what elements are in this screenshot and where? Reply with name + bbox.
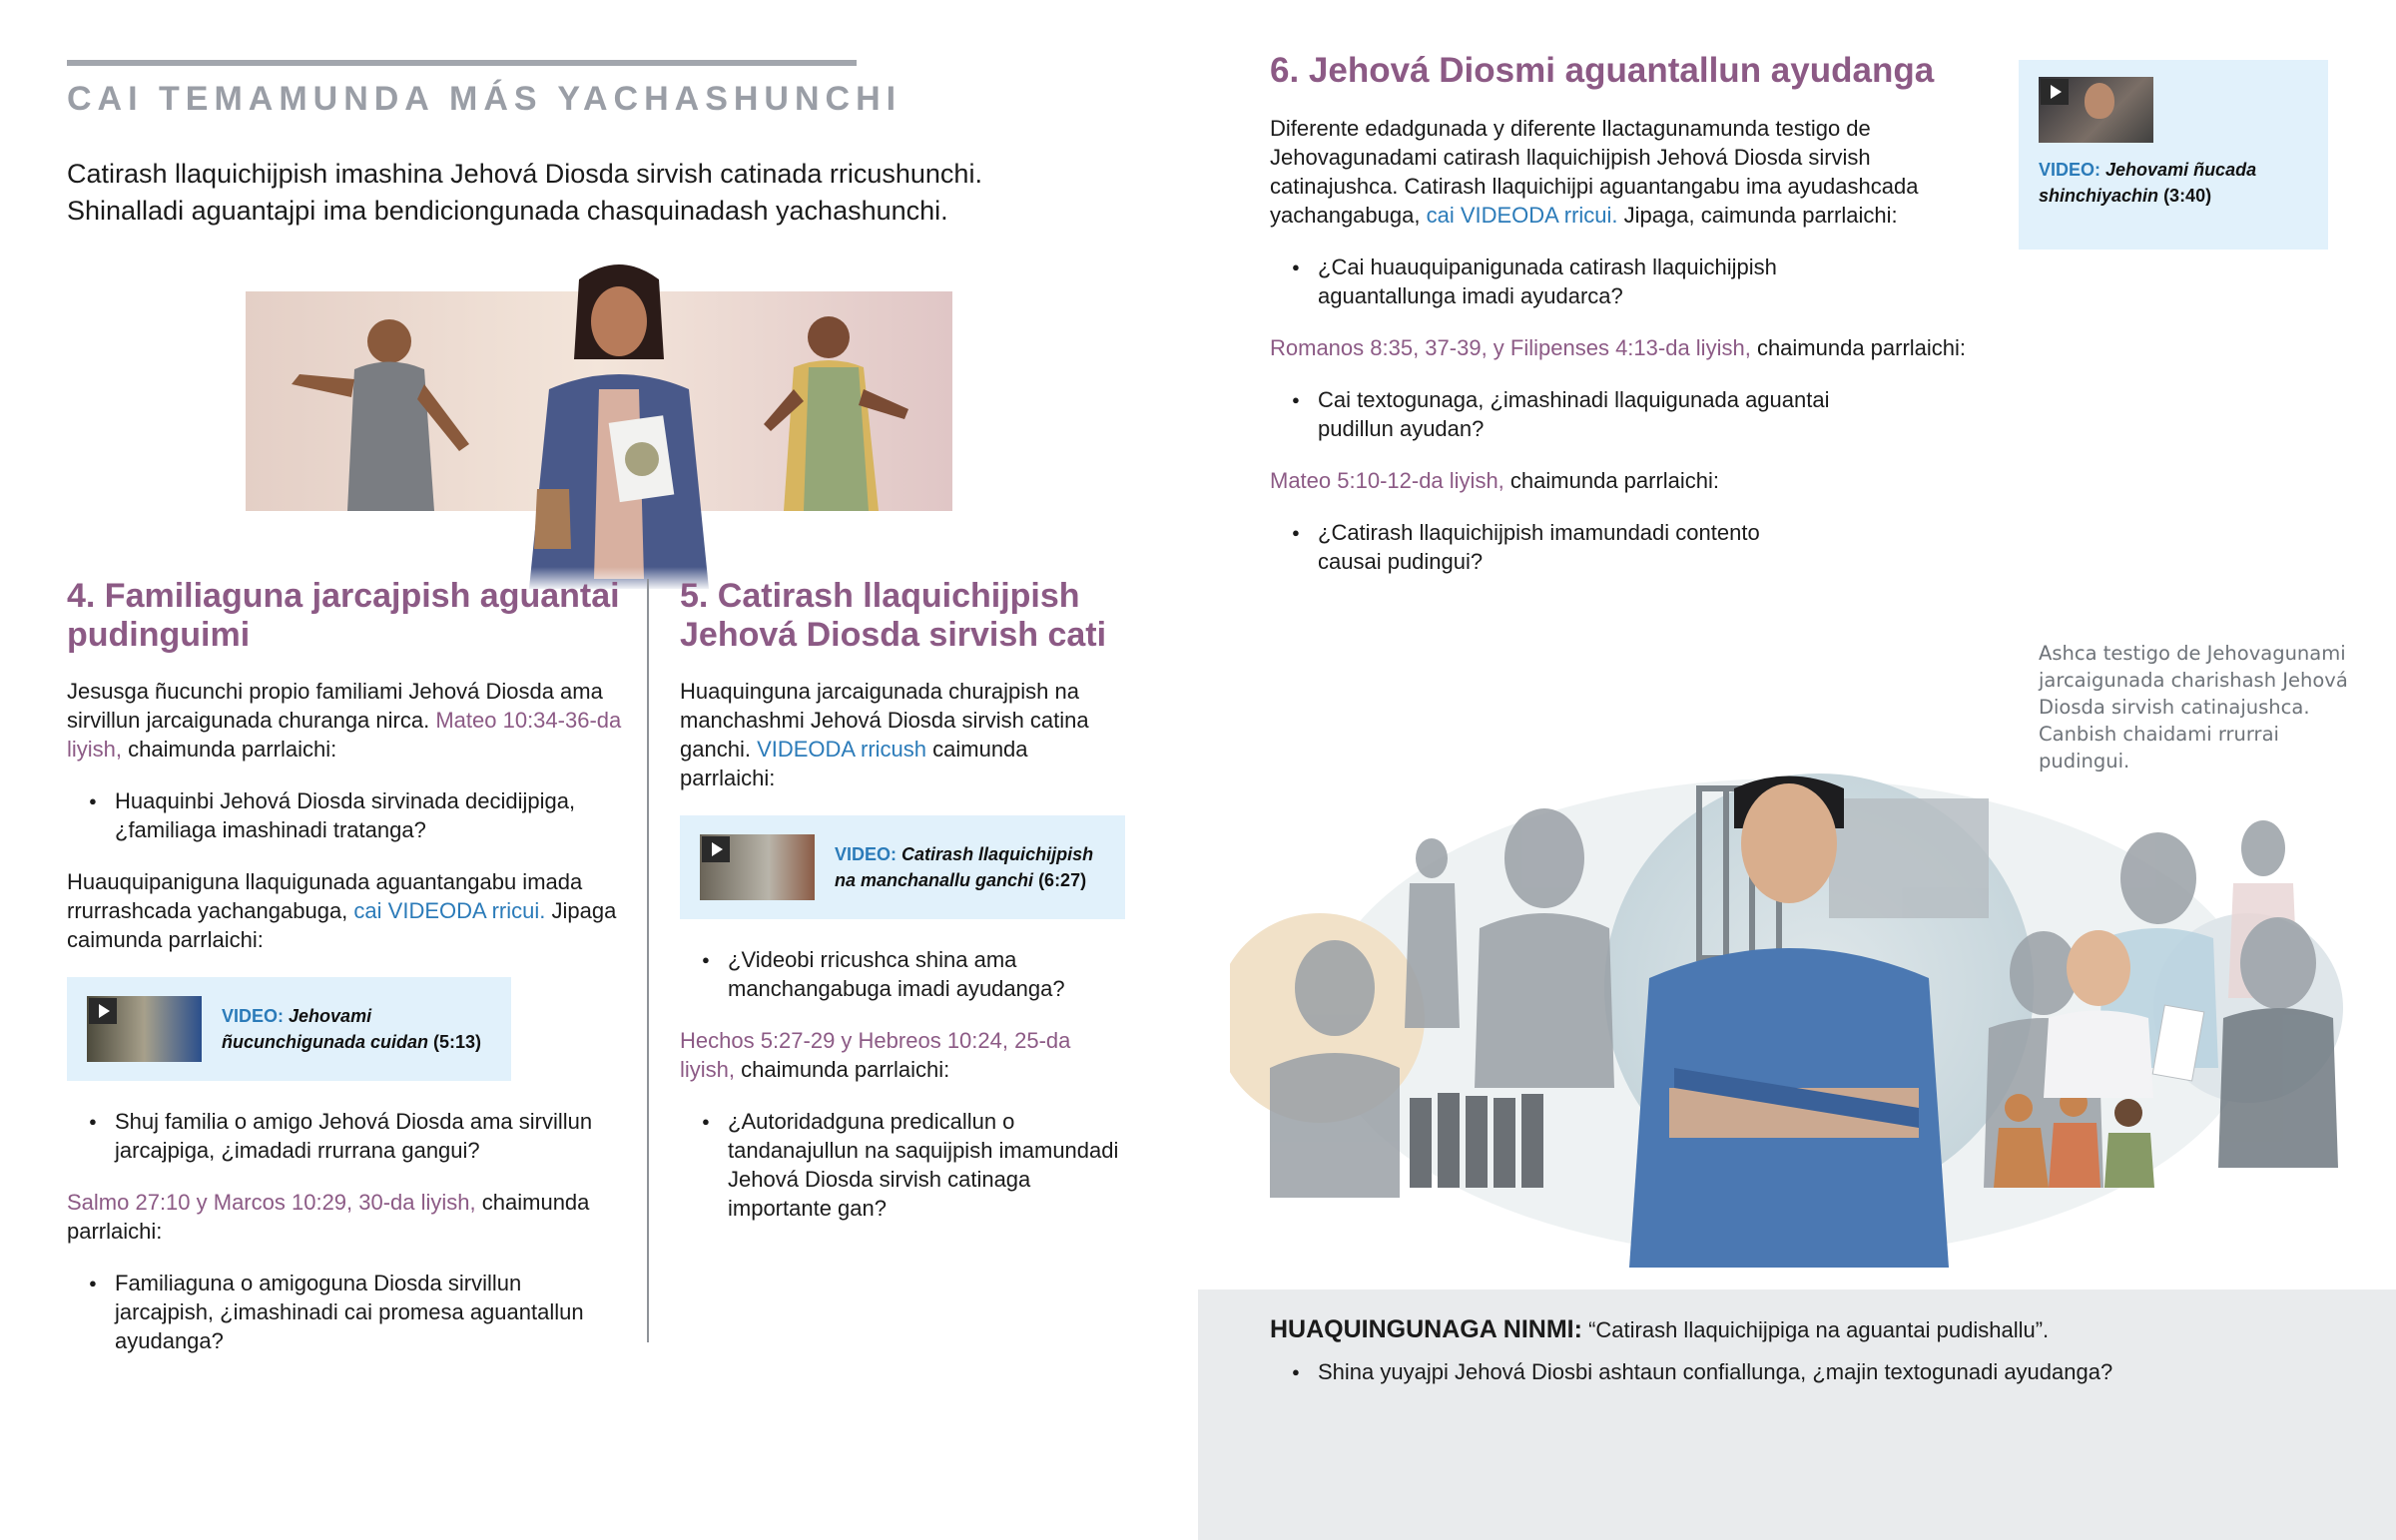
video-card[interactable] [67, 977, 511, 1081]
video-caption[interactable]: VIDEO: Jehovami ñucada shinchiyachin (3:40) [2039, 160, 2257, 206]
section-5-paragraph-2: Hechos 5:27-29 y Hebreos 10:24, 25-da liyish, chaimunda parrlaichi: [680, 1028, 1071, 1082]
video-thumbnail[interactable] [87, 996, 202, 1062]
question-item: ● ¿Autoridadguna predicallun o tandanajullun na saquijpish imamundadi Jehová Diosda sirvish catinaga importante gan? [680, 1107, 1124, 1223]
column-divider [647, 579, 649, 1342]
question-item: ● ¿Catirash llaquichijpish imamundadi contento causai pudingui? [1270, 518, 1829, 576]
question-item: ● Shuj familia o amigo Jehová Diosda ama sirvillun jarcajpiga, ¿imadadi rrurrana gangui? [67, 1107, 626, 1165]
others-say-line [1270, 1315, 2318, 1344]
question-item: ● Shina yuyajpi Jehová Diosbi ashtaun confiallunga, ¿majin textogunadi ayudanga? [1270, 1357, 2318, 1386]
video-caption[interactable]: VIDEO: Catirash llaquichijpish na manchanallu ganchi (6:27) [835, 844, 1094, 890]
section-4-paragraph-1: Jesusga ñucunchi propio familiami Jehová Diosda ama sirvillun jarcaigunada churanga nirca. Mateo 10:34-36-da liyish, chaimunda parrlaichi: [67, 679, 622, 762]
video-card[interactable] [680, 815, 1125, 919]
heading-rule [67, 60, 857, 66]
scripture-reference[interactable]: Romanos 8:35, 37-39, y Filipenses 4:13-da liyish, [1270, 335, 1751, 360]
section-heading: CAI TEMAMUNDA MÁS YACHASHUNCHI [67, 80, 902, 118]
section-4-title: 4. Familiaguna jarcajpish aguantai pudinguimi [67, 577, 620, 654]
witnesses-collage-illustration [1230, 769, 2358, 1268]
scripture-reference[interactable]: Hechos 5:27-29 y Hebreos 10:24, 25-da liyish, [680, 1028, 1071, 1082]
section-6-title: 6. Jehová Diosmi aguantallun ayudanga [1270, 51, 1935, 90]
play-icon[interactable] [702, 836, 730, 862]
question-item: ● Familiaguna o amigoguna Diosda sirvillun jarcajpish, ¿imashinadi cai promesa aguantallun ayudanga? [67, 1269, 626, 1355]
others-say-label: HUAQUINGUNAGA NINMI: [1270, 1315, 1582, 1343]
video-card[interactable] [2019, 60, 2328, 250]
scripture-reference[interactable]: Salmo 27:10 y Marcos 10:29, 30-da liyish, [67, 1190, 476, 1215]
family-opposition-illustration [220, 250, 978, 589]
illustration-caption: Ashca testigo de Jehovagunami jarcaigunada charishash Jehová Diosda sirvish catinajushca. Canbish chaidami rrurrai pudingui. [2039, 642, 2348, 772]
section-5-title: 5. Catirash llaquichijpish Jehová Diosda sirvish cati [680, 577, 1107, 654]
video-caption[interactable]: VIDEO: Jehovami ñucunchigunada cuidan (5:13) [222, 1006, 482, 1052]
video-link[interactable]: cai VIDEODA rricui. [353, 898, 546, 923]
video-thumbnail[interactable] [2039, 77, 2153, 143]
section-6-paragraph-3: Mateo 5:10-12-da liyish, chaimunda parrlaichi: [1270, 468, 1720, 493]
section-4-paragraph-3: Salmo 27:10 y Marcos 10:29, 30-da liyish, chaimunda parrlaichi: [67, 1190, 590, 1244]
question-item: ● Huaquinbi Jehová Diosda sirvinada decidijpiga, ¿familiaga imashinadi tratanga? [67, 786, 626, 844]
section-5-paragraph-1: Huaquinguna jarcaigunada churajpish na manchashmi Jehová Diosda sirvish catina ganchi. VIDEODA rricush caimunda parrlaichi: [680, 679, 1089, 790]
intro-paragraph: Catirash llaquichijpish imashina Jehová Diosda sirvish catinada rricushunchi. Shinalladi aguantajpi ima bendiciongunada chasquinadash yachashunchi. [67, 159, 982, 226]
video-link[interactable]: VIDEODA rricush [757, 737, 927, 762]
scripture-reference[interactable]: Mateo 5:10-12-da liyish, [1270, 468, 1504, 493]
question-item: ● ¿Cai huauquipanigunada catirash llaquichijpish aguantallunga imadi ayudarca? [1270, 253, 1829, 310]
section-4-paragraph-2: Huauquipaniguna llaquigunada aguantangabu imada rrurrashcada yachangabuga, cai VIDEODA rricui. Jipaga caimunda parrlaichi: [67, 869, 617, 952]
video-thumbnail[interactable] [700, 834, 815, 900]
section-6-paragraph-2: Romanos 8:35, 37-39, y Filipenses 4:13-da liyish, chaimunda parrlaichi: [1270, 335, 1967, 360]
scripture-reference[interactable]: Mateo 10:34-36-da liyish, [67, 708, 622, 762]
others-say-quote: “Catirash llaquichijpiga na aguantai pudishallu”. [1588, 1317, 2050, 1342]
question-item: ● ¿Videobi rricushca shina ama manchangabuga imadi ayudanga? [680, 945, 1124, 1003]
section-5 [680, 577, 1124, 1246]
section-4 [67, 577, 626, 1378]
portrait-face [2085, 83, 2114, 119]
others-say-box [1270, 1315, 2318, 1386]
question-item: ● Cai textogunaga, ¿imashinadi llaquigunada aguantai pudillun ayudan? [1270, 385, 1869, 443]
video-link[interactable]: cai VIDEODA rricui. [1426, 203, 1618, 228]
section-6-paragraph-1: Diferente edadgunada y diferente llactagunamunda testigo de Jehovagunadami catirash llaquichijpish Jehová Diosda sirvish catinajushca. Catirash llaquichijpi aguantangabu ima ayudashcada yachangabuga, cai VIDEODA rricui. Jipaga, caimunda parrlaichi: [1270, 116, 1919, 228]
section-6 [1270, 50, 1969, 599]
play-icon[interactable] [89, 998, 117, 1024]
play-icon[interactable] [2041, 79, 2069, 105]
